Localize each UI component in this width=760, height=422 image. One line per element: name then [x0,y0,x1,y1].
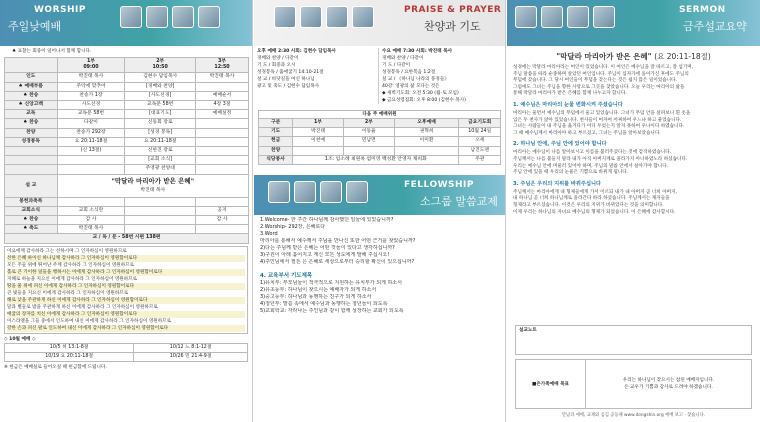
sermon-column [507,0,760,422]
table-row: ♠ 찬송 감 사 감 사 [5,216,249,225]
prayer-topics-heading: 4. 교육부서 기도제목 [260,273,313,280]
sermon-heading [507,51,760,62]
family-worship-text: 우리는 하나님이 찾으시는 참된 예배자입니다. [622,378,715,383]
family-worship-box [515,359,752,409]
table-row: ♠ 축도 박진태 목사 [5,225,249,234]
table-row: ♠ 찬송 찬송가 1장 [사도신경] 예배순서 [5,91,249,100]
sermon-point-body: 마리아는 예수님이 나를 알아보시고 이름을 불러주셨다는 것에 감격하였습니다. 주님께서는 나를 붙들지 말라 내가 아직 아버지께로 올라가지 아니하였노라 하셨습니다. 우리는 예수님 안에 머물러 있어야 하며, 주님의 말씀 안에서 살아가야 합니다. 주님 안에 있을 때 우리의 눈물은 기쁨으로 바뀌게 됩니다. [513,150,688,176]
sermon-row: 설 교 "막달라 마리아가 받은 은혜" 박진태 목사 [5,174,249,197]
table-row: (신 13절) 신한진 장로 [5,147,249,156]
sermon-main-title: "막달라 마리아가 받은 은혜" [556,52,652,61]
sermon-title: "막달라 마리아가 받은 은혜" [111,176,195,185]
sermon-title-en: SERMON [679,5,726,15]
table-row: 헌금 이천예 민남면 이미환 오세 [259,137,501,146]
table-row: 교회소식 교회 소식란 공지 [5,206,249,215]
table-row: 찬양 찬송가 292장 [성경 봉독] [5,128,249,137]
table-row: 봉헌과축복 [5,197,249,206]
praise-title-en: PRAISE & PRAYER [404,5,502,15]
table-row: 식당봉사 1조: 임소례 최원옥 엄미영 백성환 안영자 채희화 주관 [259,155,501,164]
reading-line: 지혜로 하늘을 지으신 이에게 감사하라 그 인자하심이 영원하므로 [7,276,138,282]
reading-line: 해로 낮을 주관하게 하신 이에게 감사하라 그 인자하심이 영원함이로다 [7,297,245,304]
sermon-scripture: (요 20:11-18절) [654,52,711,61]
afternoon-service: 오후 예배 2:30 사회: 김현수 담임목사 경배와 찬양 / 다같이 기 도 / 회중과 오시 성경봉독 / 출애굽기 14:10-21절 설 교 / 바닷길을 여신 하나님 광고 및 축도 / 김현수 담임목사 [257,48,379,104]
sermon-header [507,0,760,46]
fellowship-questions: 1.Welcome- 한 주간 하나님께 감사했던 일들에 있었습니까? 2.Worship- 292장, 은혜로다 3.Word 마리아를 통해서 예수께서 주님을 만나신 또한 어떤 근거를 찾았습니까? 2)다는 주님께 받은 은혜는 어떤 것들이 있다고 생각하십니까? 3)구원이 아래 흩어지고 계신 모든 성도에게 말해 주십시오! 4)주인님에서 절든 은 은혜로 세상으로부터 승리할 확신이 있으십니까? [260,217,416,266]
photo-thumbnail [300,6,322,28]
reading-line: 큰 빛들을 지으신 이에게 감사하라 그 인자하심이 영원하므로 [7,290,129,296]
table-row: ♠ 신앙고백 사도신경 교독문 58번 4장 3절 [5,101,249,110]
photo-thumbnail [198,6,220,28]
responsive-reading [4,246,248,334]
sermon-point-heading: 3. 주님은 우리의 지위를 바꿔주십니다 [513,180,601,187]
photo-thumbnail [541,6,563,28]
table-row: ♠ 예배부름 주악에 맞추어 [경배와 찬양] [5,82,249,91]
worship-title-en: WORSHIP [34,5,86,15]
photo-thumbnail [326,6,348,28]
sermon-point-heading: 2. 하나님 안에, 주님 안에 있어야 합니다 [513,141,607,148]
sermon-title-ko: 금주설교요약 [683,20,747,33]
reading-line: 선한 은혜 하이신 하나님께 감사하라 그 인자하심이 영원함이로다 [7,255,245,262]
col-header: 1부 09:00 [57,58,125,73]
table-row: 기도 박진태 이동율 권혁희 10월 24일 [259,128,501,137]
fellowship-title-ko: 소그룹 말씀교제 [420,195,498,209]
table-row: ♠ 찬송 다같이 신동회 장로 [5,119,249,128]
table-row: 주영광 찬양대 [5,165,249,174]
photo-thumbnail [567,6,589,28]
table-row: 10/5 히 13:1-8절 10/12 느 8:1-12절 [5,343,248,352]
photo-thumbnail [274,6,296,28]
reading-line: 땅을 물 위에 펴신 이에게 감사하라 그 인자하심이 영원함이로다 [7,283,245,290]
sermon-point-body: 주님께서는 마리아에게 내 형제들에게 가서 이르되 내가 내 아버지 곧 너희 아버지, 내 하나님 곧 너희 하나님께로 올라간다 하라 하셨습니다. 주님께서는 제자들을 형제라고 부르셨습니다. 이것은 우리의 지위가 바뀌었다는 것을 의미합니다. 이제 우리는 하나님의 자녀요 예수님의 형제가 되었습니다. 이 은혜에 감사합시다. [513,189,677,215]
worship-column [0,0,253,422]
table-row: 10/19 요 20:11-18절 10/26 민 21:4-9절 [5,352,248,361]
fellowship-header [254,175,505,215]
table-row: 찬양 남진도맨 [259,146,501,155]
monthly-schedule: ◇ 10월 예배 ◇ 10/5 히 13:1-8절 10/12 느 8:1-12절 10/19 요 20:11-18절 10/26 민 21:4-9절 ※ 헌금은 예배실로 들어오실 때 헌금함에 드립니다. [4,336,248,371]
col-header: 2부 10:50 [125,58,196,73]
reading-line: 애굽의 장자를 치신 이에게 감사하라 그 인자하심이 영원함이로다 [7,311,245,318]
table-row: 교독 교독문 58번 [대표기도] 예배실정 [5,110,249,119]
table-corner [5,58,58,73]
sermon-notes-box[interactable] [515,325,752,355]
reading-line: 강한 손과 펴신 팔로 인도하여 내신 이에게 감사하라 그 인자하심이 영원함이로다 [7,325,245,332]
fellowship-title-en: FELLOWSHIP [404,180,474,191]
photo-thumbnail [515,6,537,28]
photo-thumbnail [320,181,342,203]
reading-line: 이요에께 감사하라 그는 선하시며 그 인자하심이 영원하므로 [7,248,127,254]
sermon-point-heading: 1. 예수님은 마리아의 눈물 변화시켜 주셨습니다 [513,101,623,108]
church-footer: 만남과 예배, 교제와 섬김 공동체 www.dongshin.org 예배 보고 · 찾습니다. [561,413,706,418]
wednesday-service: 수요 예배 7:30 사회: 박진태 목사 경배와 찬양 / 다같이 기 도 / 다같이 성경봉독 / 요한복음 1:2절 설 교 / 《하나님 나라의 풍경들》 40강: 영광의 삶 모다는 것은 ◆ 새벽기도회: 오전 5:30 (월-토 모임) ◆ 금요성령집회: 오후 8:00 (김현수 목사) [382,49,466,103]
col-header: 3부 12:50 [196,58,249,73]
reading-line: 이스라엘을 그들 중에서 인도하여 내신 이에게 감사하라 그 인자하심이 영원하므로 [7,318,172,324]
service-orders [254,46,505,106]
table-row: [교회 소식] [5,156,249,165]
photo-thumbnail [294,181,316,203]
praise-title-ko: 찬양과 기도 [424,20,481,33]
worship-title-ko: 주일낮예배 [8,20,62,33]
photo-thumbnail [268,181,290,203]
family-worship-label: ■은가족예배 목표 [531,381,569,387]
photo-thumbnail [346,181,368,203]
worship-order-table [4,57,249,244]
duty-roster: 다음 주 예배위원 구분 1부 2부 오후예배 금요기도회 기도 박진태 이동율 권혁희 10월 24일 헌금 이천예 민남면 이미환 오세 찬양 남진도맨 식당봉사 1조: 임소례 최원옥 엄미영 백성환 안영자 채희화 주관 [258,110,501,165]
photo-thumbnail [120,6,142,28]
sermon-intro: 성경에는 막달라 마리아라는 여인이 있었습니다. 이 여인은 예수님을 잘 따르고, 잘 섬기며, 주님 말씀을 따라 순종하며 살았던 여인입니다. 주님이 십자가에 돌아가신 후에도 주님의 무덤에 갔습니다. 그 당시 여인들이 무덤을 찾는다는 것은 쉽지 않은 일이었습니다. 그럼에도 그녀는 주님을 향한 사랑으로 그곳을 찾았습니다. 오늘 우리는 마리아의 삶을 통해 막달라 마리아가 받은 은혜를 함께 나누고자 합니다. [513,65,694,97]
sermon-point-body: 마리아는 울면서 예수님의 무덤에서 울고 있었습니다. 그녀가 무덤 안을 살펴보니 흰 옷을 입은 두 천사가 앉아 있었습니다. 천사들이 여자여 어찌하여 우느냐 하고 물었습니다. 그녀는 사람들이 내 주님을 옮겨다가 어디 두었는지 알지 못하여 우나이다 하였습니다. 그 때 예수님께서 마리아야 하고 부르셨고, 그녀는 주님을 알아보았습니다. [513,110,691,136]
photo-thumbnail [352,6,374,28]
photo-thumbnail [593,6,615,28]
sermon-notes-label: 설교노트 [519,328,537,333]
offering-row: 교 / 독 / 문 - 58번 시편 138편 [5,234,249,243]
reading-line: 홀로 큰 기이한 일들을 행하시는 이에게 감사하라 그 인자하심이 영원함이로다 [7,269,245,276]
photo-thumbnail [172,6,194,28]
family-worship-text: 온 교우가 기쁨과 감사로 드려야 하겠습니다. [624,385,713,390]
praise-column [254,0,506,422]
reading-line: 달과 별들로 밤을 주관하게 하신 이에게 감사하라 그 인자하심이 영원하므로 [7,304,158,310]
footnote: ※ 헌금은 예배실로 들어오실 때 헌금함에 드립니다. [4,365,107,371]
sermon-pastor: 박진태 목사 [140,187,166,193]
praise-header [254,0,505,46]
prayer-topics: 1)유치부: 부모님들이 적극적으로 지원하는 유치부가 되게 하소서 2)유초등부: 하나님이 찾으시는 예배자가 되게 하소서 3)중고등부: 하나님과 동행하는 친구가 되게 하소서 4)청년부: 말씀 속에서 예수님과 동행하는 청년들이 되도록 5)교회학교: 자라나는 주인님과 같이 함께 성장하는 교회가 되도록 [260,280,404,315]
worship-header [0,0,252,46]
table-row: 성경봉독 요 20:11-18절 요 20:11-18절 [5,137,249,146]
worship-note: ♠ 표찰는 회중이 일어나서 함께 합니다. [12,49,92,54]
table-row: 인도 박진태 목사 김현수 담임목사 박진태 목사 [5,73,249,82]
photo-thumbnail [146,6,168,28]
reading-line: 모든 주들 위에 뛰어난 주께 감사하라 그 인자하심이 영원하므로 [7,262,135,268]
